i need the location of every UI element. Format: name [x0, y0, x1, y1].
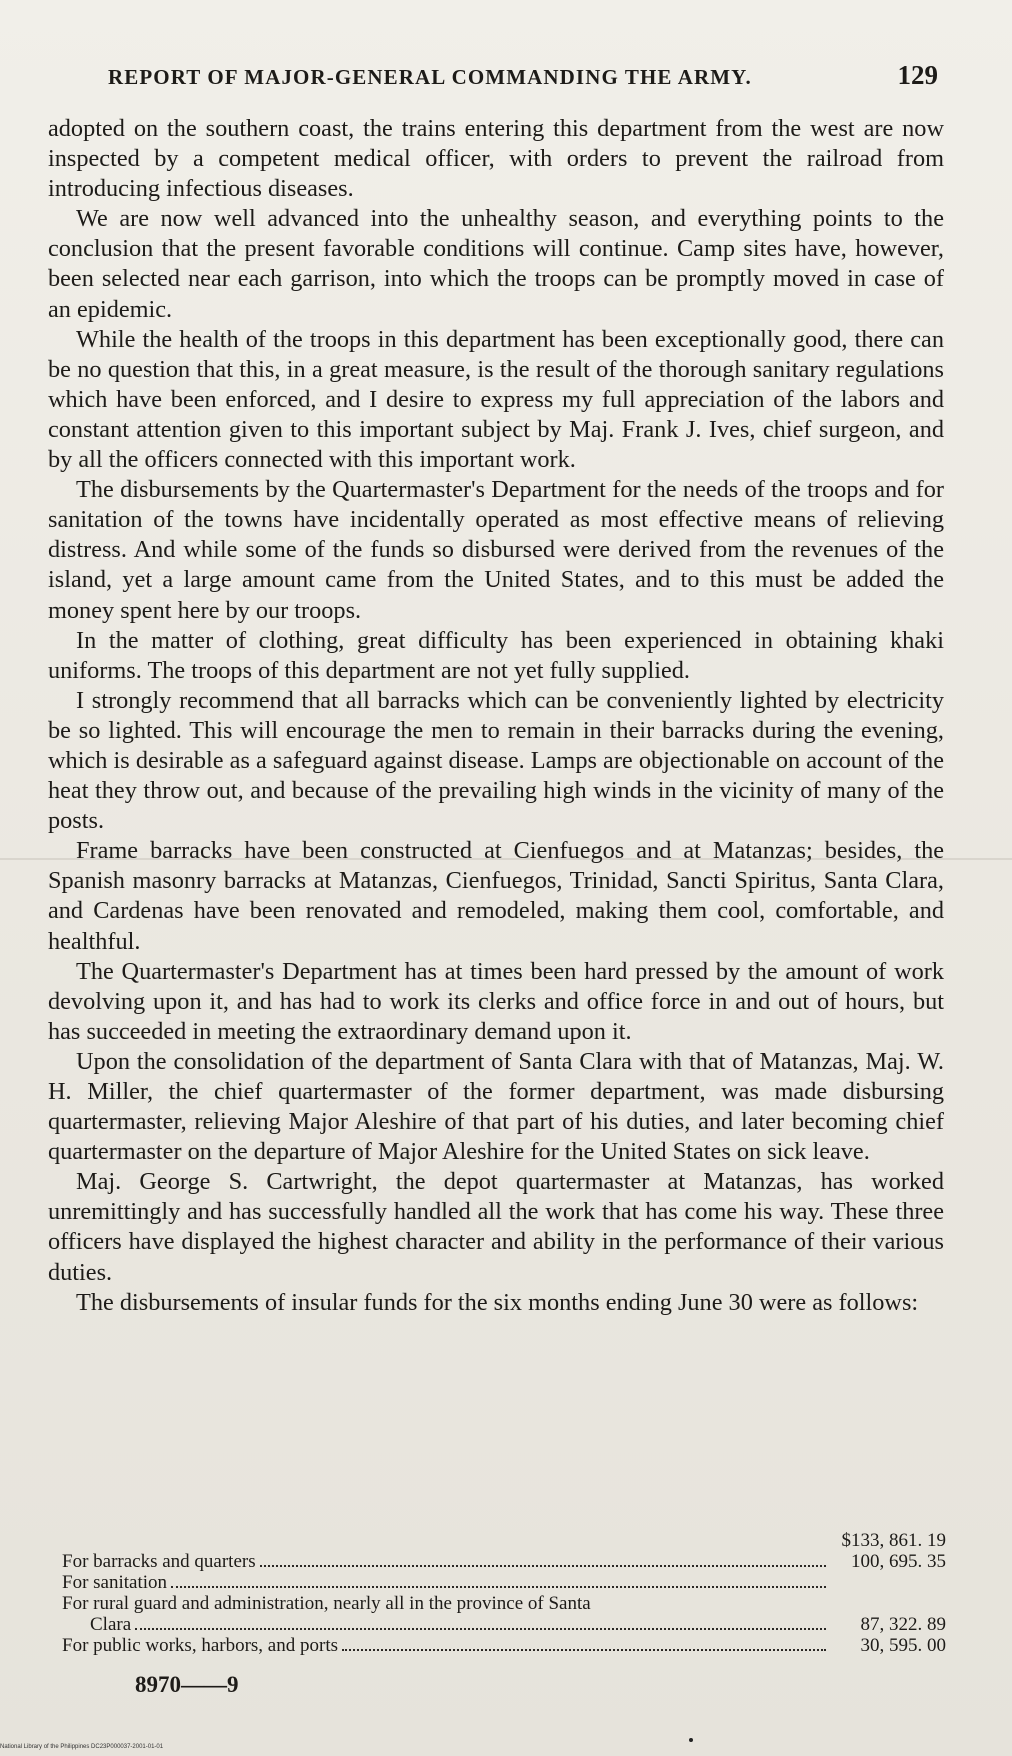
paragraph-2: We are now well advanced into the unhealthy season, and everything points to the conclusion that the present favorable conditions will continue. Camp sites have, however, been selected near each garrison, into which the troops can be promptly moved in case of an epidemic.	[48, 205, 944, 323]
paragraph-11: The disbursements of insular funds for the six months ending June 30 were as follows:	[76, 1288, 919, 1316]
paragraph-8: The Quartermaster's Department has at times been hard pressed by the amount of work devolving upon it, and has had to work its clerks and office force in and out of hours, but has succeeded in meeting the extraordinary demand upon it.	[48, 957, 944, 1045]
table-row	[62, 1551, 946, 1572]
table-row	[62, 1614, 946, 1635]
running-title: REPORT OF MAJOR-GENERAL COMMANDING THE ARMY.	[108, 65, 752, 89]
scan-speck	[689, 1738, 693, 1742]
running-header	[108, 60, 938, 91]
paragraph-9: Upon the consolidation of the department of Santa Clara with that of Matanzas, Maj. W. H. Miller, the chief quartermaster of the former department, was made disbursing quartermaster, relieving Major Aleshire of that part of his duties, and later becoming chief quartermaster on the departure of Major Aleshire for the United States on sick leave.	[48, 1047, 944, 1166]
leader-dots	[171, 1585, 826, 1588]
row-amount: 100, 695. 35	[851, 1551, 946, 1572]
body-text	[48, 114, 944, 1318]
paragraph-1: adopted on the southern coast, the trains entering this department from the west are now inspected by a competent medical officer, with orders to prevent the railroad from introducing infectious diseases.	[48, 115, 944, 203]
disbursements-total: $133, 861. 19	[841, 1530, 946, 1551]
paragraph-3: While the health of the troops in this department has been exceptionally good, there can be no question that this, in a great measure, is the result of the thorough sanitary regulations which have been enforced, and I desire to express my full appreciation of the labors and constant attention given to this important subject by Maj. Frank J. Ives, chief surgeon, and by all the officers connected with this important work.	[48, 325, 944, 474]
table-row	[62, 1572, 946, 1593]
page-number: 129	[897, 60, 938, 90]
row-amount: 87, 322. 89	[860, 1614, 946, 1635]
row-label: For sanitation	[62, 1572, 168, 1593]
leader-dots	[342, 1648, 826, 1651]
paragraph-5: In the matter of clothing, great difficulty has been experienced in obtaining khaki uniforms. The troops of this department are not yet fully supplied.	[48, 626, 944, 684]
paragraph-7: Frame barracks have been constructed at Cienfuegos and at Matanzas; besides, the Spanish masonry barracks at Matanzas, Cienfuegos, Trinidad, Sancti Spiritus, Santa Clara, and Cardenas have been renovated and remodeled, making them cool, comfortable, and healthful.	[48, 837, 944, 955]
paragraph-4: The disbursements by the Quartermaster's Department for the needs of the troops and for sanitation of the towns have incidentally operated as most effective means of relieving distress. And while some of the funds so disbursed were derived from the revenues of the island, yet a large amount came from the United States, and to this must be added the money spent here by our troops.	[48, 476, 944, 624]
row-label: For rural guard and administration, nearly all in the province of Santa	[62, 1593, 591, 1614]
table-row	[62, 1635, 946, 1656]
signature-mark: 8970——9	[135, 1672, 239, 1697]
row-amount: 30, 595. 00	[860, 1635, 946, 1656]
paragraph-10: Maj. George S. Cartwright, the depot quartermaster at Matanzas, has worked unremittingly and has successfully handled all the work that has come his way. These three officers have displayed the highest character and ability in the performance of their various duties.	[48, 1168, 944, 1286]
scan-credit: National Library of the Philippines DC23P000037-2001-01-01	[0, 1744, 164, 1750]
disbursements-total-row	[62, 1530, 946, 1551]
row-label: For barracks and quarters	[62, 1551, 256, 1572]
table-row	[62, 1593, 946, 1614]
row-label: For public works, harbors, and ports	[62, 1635, 338, 1656]
leader-dots	[135, 1627, 826, 1630]
disbursements-table	[62, 1530, 946, 1656]
paragraph-6: I strongly recommend that all barracks which can be conveniently lighted by electricity be so lighted. This will encourage the men to remain in their barracks during the evening, which is desirable as a safeguard against disease. Lamps are objectionable on account of the heat they throw out, and because of the prevailing high winds in the vicinity of many of the posts.	[48, 686, 944, 835]
leader-dots	[260, 1564, 826, 1567]
row-label-continued: Clara	[90, 1614, 132, 1635]
